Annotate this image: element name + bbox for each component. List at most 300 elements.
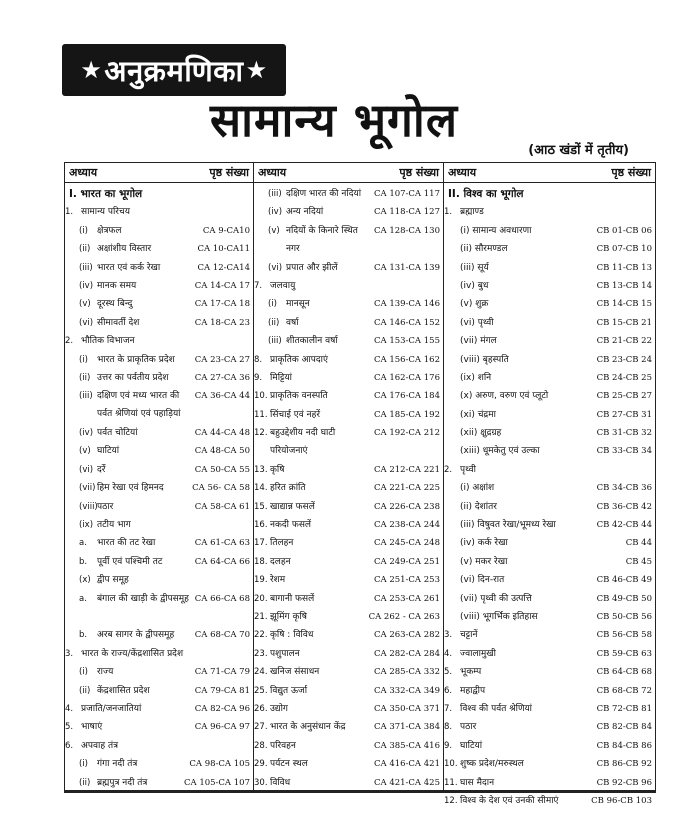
entry-page-range: CA 131-CA 139: [373, 262, 440, 273]
entry-title: द्वीप समूह: [97, 575, 129, 586]
entry-title: बहुउद्देशीय नदी घाटी परियोजनाएं: [270, 428, 336, 457]
index-entry: [444, 737, 655, 755]
entry-page-range: CB 25-CB 27: [596, 391, 652, 402]
index-entry: [65, 682, 253, 700]
section-heading: [444, 185, 655, 203]
entry-page-range: CB 59-CB 63: [596, 648, 652, 659]
entry-page-range: CA 185-CA 192: [373, 409, 440, 420]
entry-number: 9.: [444, 740, 453, 751]
entry-page-range: CA 162-CA 176: [373, 372, 440, 383]
entry-title: भौतिक विभाजन: [81, 336, 135, 347]
entry-number: 16.: [254, 520, 268, 531]
index-entry: [444, 663, 655, 681]
entry-number: (i): [79, 225, 88, 236]
entry-page-range: CA 64-CA 66: [194, 556, 250, 567]
index-entry: [65, 369, 253, 387]
entry-number: 5.: [444, 667, 453, 678]
entry-number: 17.: [254, 538, 268, 549]
index-entry: [444, 314, 655, 332]
star-icon: ★: [245, 56, 268, 84]
entry-page-range: CA 23-CA 27: [194, 354, 250, 365]
entry-title: केंद्रशासित प्रदेश: [97, 685, 150, 696]
entry-page-range: CB 23-CB 24: [596, 354, 652, 365]
entry-number: (iii): [79, 262, 93, 273]
index-entry: [444, 222, 655, 240]
entry-number: 30.: [254, 777, 268, 788]
index-entry: [65, 387, 253, 424]
entry-page-range: CA 12-CA14: [197, 262, 250, 273]
index-entry: [444, 351, 655, 369]
entry-page-range: CA 82-CA 96: [194, 703, 250, 714]
entry-page-range: CA 17-CA 18: [194, 299, 250, 310]
entry-title: (ii) सौरमण्डल: [460, 244, 508, 255]
entry-page-range: CA 36-CA 44: [194, 391, 250, 402]
entry-title: नकदी फसलें: [270, 520, 312, 531]
entry-number: 8.: [444, 722, 453, 733]
entry-page-range: CA 27-CA 36: [194, 372, 250, 383]
index-entry: [444, 608, 655, 626]
entry-number: 6.: [65, 740, 74, 751]
entry-page-range: CA 61-CA 63: [194, 538, 250, 549]
entry-page-range: CB 50-CB 56: [596, 611, 652, 622]
entry-page-range: CA 9-CA10: [202, 225, 250, 236]
entry-page-range: CA 118-CA 127: [373, 207, 440, 218]
page-subtitle: (आठ खंडों में तृतीय): [528, 143, 629, 158]
entry-title: राज्य: [97, 667, 114, 678]
entry-title: तिलहन: [270, 538, 294, 549]
entry-number: (iii): [268, 336, 282, 347]
entry-page-range: CA 350-CA 371: [373, 703, 440, 714]
bottom-rule: [64, 790, 656, 793]
entry-title: विश्व की पर्वत श्रेणियां: [460, 703, 532, 714]
entry-title: हरित क्रांति: [270, 483, 306, 494]
entry-number: 11.: [254, 409, 268, 420]
index-entry: [444, 387, 655, 405]
entry-title: भारत के अनुसंधान केंद्र: [270, 722, 346, 733]
index-entry: [444, 645, 655, 663]
entry-page-range: CA 10-CA11: [197, 244, 250, 255]
entry-title: बंगाल की खाड़ी के द्वीपसमूह: [97, 593, 189, 604]
section-title: I. भारत का भूगोल: [69, 188, 143, 200]
entry-number: 4.: [65, 703, 74, 714]
entry-title: दलहन: [270, 556, 291, 567]
entry-title: सीमावर्ती देश: [97, 317, 140, 328]
entry-page-range: CA 107-CA 117: [373, 189, 440, 199]
entry-title: दूरस्थ बिन्दु: [97, 299, 133, 310]
entry-title: भारत के राज्य/केंद्रशासित प्रदेश: [81, 648, 184, 659]
index-entry: [65, 626, 253, 644]
entry-title: उत्तर का पर्वतीय प्रदेश: [97, 372, 169, 383]
entry-number: (i): [268, 299, 277, 310]
index-entry: [65, 351, 253, 369]
index-entry: [254, 571, 443, 589]
entry-number: 3.: [65, 648, 74, 659]
entry-title: उद्योग: [270, 703, 289, 714]
column-header: [444, 162, 655, 183]
entry-page-range: CB 11-CB 13: [596, 262, 652, 273]
entry-title: रेशम: [270, 575, 286, 586]
index-entry: [444, 498, 655, 516]
entry-page-range: CA 156-CA 162: [373, 354, 440, 365]
entry-title: (xi) चंद्रमा: [460, 409, 496, 420]
entry-page-range: CA 14-CA 17: [194, 280, 250, 291]
index-entry: [444, 700, 655, 718]
entry-title: (v) शुक्र: [460, 299, 489, 310]
index-table: [64, 162, 656, 806]
entry-number: (viii): [79, 501, 98, 512]
index-entry: [254, 534, 443, 552]
header-chapter: अध्याय: [258, 166, 287, 179]
entry-number: a.: [79, 538, 87, 549]
entry-number: 10.: [444, 759, 458, 770]
entry-number: 12.: [444, 795, 458, 806]
index-entry: [444, 259, 655, 277]
entry-number: 4.: [444, 648, 453, 659]
index-entry: [65, 700, 253, 718]
index-entry: [254, 406, 443, 424]
entry-title: ज्वालामुखी: [460, 648, 496, 659]
entry-page-range: CB 07-CB 10: [596, 244, 652, 255]
entry-title: खनिज संसाधन: [270, 667, 320, 678]
entry-page-range: CA 79-CA 81: [194, 685, 250, 696]
index-entry: [444, 369, 655, 387]
entry-title: (ii) देशांतर: [460, 501, 497, 512]
entry-number: 20.: [254, 593, 268, 604]
index-entry: [444, 792, 655, 829]
index-entry: [65, 755, 253, 773]
index-entry: [65, 240, 253, 258]
entry-page-range: CB 42-CB 44: [596, 520, 652, 531]
entry-number: 2.: [65, 336, 74, 347]
entry-page-range: CA 56- CA 58: [192, 483, 250, 494]
section-heading: [65, 185, 253, 203]
entry-number: 13.: [254, 464, 268, 475]
index-entry: [65, 314, 253, 332]
entry-number: (i): [79, 667, 88, 678]
entry-number: 9.: [254, 372, 263, 383]
entry-title: (xii) क्षुद्रग्रह: [460, 428, 502, 439]
header-chapter: अध्याय: [448, 166, 477, 179]
entry-title: अन्य नदियां: [286, 207, 324, 218]
index-entry: [444, 277, 655, 295]
index-entry: [254, 516, 443, 534]
entry-number: 3.: [444, 630, 453, 641]
index-entry: [65, 222, 253, 240]
entry-number: 8.: [254, 354, 263, 365]
entry-title: (viii) भूगर्भिक इतिहास: [460, 611, 538, 622]
entry-page-range: CB 64-CB 68: [596, 667, 652, 678]
column-rows: [65, 183, 253, 792]
entry-page-range: CA 416-CA 421: [373, 759, 440, 770]
entry-title: महाद्वीप: [460, 685, 486, 696]
entry-number: a.: [79, 593, 87, 604]
entry-page-range: CB 21-CB 22: [596, 336, 652, 347]
header-chapter: अध्याय: [69, 166, 98, 179]
index-entry: [254, 700, 443, 718]
entry-page-range: CB 15-CB 21: [596, 317, 652, 328]
section-title: II. विश्व का भूगोल: [448, 188, 524, 200]
entry-title: ब्रह्मपुत्र नदी तंत्र: [97, 777, 148, 788]
entry-number: 21.: [254, 612, 268, 623]
entry-title: मिट्टियां: [270, 372, 292, 383]
entry-number: 1.: [65, 207, 74, 218]
index-entry: [444, 461, 655, 479]
index-entry: [254, 295, 443, 313]
entry-page-range: CA 98-CA 105: [189, 759, 250, 770]
entry-number: (x): [79, 575, 91, 586]
index-entry: [254, 590, 443, 608]
entry-number: (ii): [79, 685, 91, 696]
index-entry: [444, 682, 655, 700]
entry-title: प्राकृतिक आपदाएं: [270, 354, 328, 365]
entry-title: प्रजाति/जनजातियां: [81, 703, 142, 714]
entry-number: (ii): [268, 317, 280, 328]
entry-number: 19.: [254, 575, 268, 586]
entry-number: 18.: [254, 556, 268, 567]
entry-page-range: CA 332-CA 349: [373, 685, 440, 696]
entry-title: (vii) मंगल: [460, 336, 497, 347]
entry-number: (iv): [79, 428, 94, 439]
entry-title: भारत की तट रेखा: [97, 538, 156, 549]
entry-title: (i) अक्षांश: [460, 483, 495, 494]
entry-title: पठार: [97, 501, 114, 512]
entry-page-range: CA 153-CA 155: [373, 336, 440, 347]
index-entry: [444, 203, 655, 221]
index-entry: [444, 718, 655, 736]
entry-title: विविध: [270, 777, 291, 788]
entry-number: 7.: [444, 703, 453, 714]
index-entry: [65, 203, 253, 221]
entry-number: (ii): [79, 244, 91, 255]
column-header: [65, 162, 253, 183]
index-entry: [65, 590, 253, 627]
entry-number: (vii): [79, 483, 96, 494]
entry-title: ब्रह्माण्ड: [460, 207, 484, 218]
entry-number: 22.: [254, 630, 268, 641]
entry-page-range: CA 251-CA 253: [373, 575, 440, 586]
entry-title: बागानी फसलें: [270, 593, 315, 604]
entry-number: 28.: [254, 740, 268, 751]
entry-page-range: CA 238-CA 244: [373, 520, 440, 531]
entry-page-range: CB 31-CB 32: [596, 428, 652, 439]
index-entry: [65, 479, 253, 497]
entry-title: पर्वत चोटियां: [97, 428, 138, 439]
index-entry: [444, 553, 655, 571]
entry-number: (ix): [79, 520, 94, 531]
index-entry: [444, 571, 655, 589]
entry-number: (vi): [79, 317, 94, 328]
entry-page-range: CB 14-CB 15: [596, 299, 652, 310]
index-entry: [254, 663, 443, 681]
entry-page-range: CB 84-CB 86: [596, 740, 652, 751]
index-column-2: [254, 162, 444, 792]
index-entry: [444, 424, 655, 442]
entry-page-range: CB 45: [625, 556, 652, 567]
entry-title: परिवहन: [270, 740, 296, 751]
entry-title: नदियों के किनारे स्थित नगर: [286, 225, 358, 254]
entry-page-range: CA 262 - CA 263: [368, 612, 440, 623]
entry-title: अक्षांशीय विस्तार: [97, 244, 152, 255]
entry-page-range: CA 371-CA 384: [373, 722, 440, 733]
index-entry: [254, 369, 443, 387]
entry-page-range: CB 36-CB 42: [596, 501, 652, 512]
index-entry: [254, 682, 443, 700]
entry-title: अरब सागर के द्वीपसमूह: [97, 630, 175, 641]
index-entry: [65, 498, 253, 516]
index-entry: [444, 479, 655, 497]
entry-page-range: CB 34-CB 36: [596, 483, 652, 494]
entry-number: 15.: [254, 501, 268, 512]
entry-title: प्रपात और झीलें: [286, 262, 338, 273]
entry-title: शुष्क प्रदेश/मरुस्थल: [460, 759, 524, 770]
entry-title: भारत के प्राकृतिक प्रदेश: [97, 354, 175, 365]
index-entry: [254, 332, 443, 350]
index-entry: [254, 314, 443, 332]
page-title: सामान्य भूगोल: [210, 93, 459, 147]
entry-title: विद्युत ऊर्जा: [270, 685, 308, 696]
entry-number: (iv): [79, 280, 94, 291]
entry-title: (iii) विषुवत रेखा/भूमध्य रेखा: [460, 520, 556, 531]
entry-title: गंगा नदी तंत्र: [97, 759, 138, 770]
index-entry: [65, 259, 253, 277]
entry-title: पूर्वी एवं पश्चिमी तट: [97, 556, 163, 567]
index-entry: [444, 332, 655, 350]
entry-page-range: CB 49-CB 50: [596, 593, 652, 604]
entry-number: 12.: [254, 428, 268, 439]
index-column-1: [64, 162, 254, 792]
entry-page-range: CA 245-CA 248: [373, 538, 440, 549]
entry-number: (iv): [268, 207, 283, 218]
entry-number: (i): [79, 759, 88, 770]
entry-page-range: CB 13-CB 14: [596, 280, 652, 291]
entry-title: (vi) दिन-रात: [460, 575, 505, 586]
entry-number: (vi): [79, 464, 94, 475]
entry-page-range: CA 285-CA 332: [373, 667, 440, 678]
entry-page-range: CA 212-CA 221: [373, 464, 440, 475]
index-column-3: [444, 162, 656, 806]
entry-page-range: CB 46-CB 49: [596, 575, 652, 586]
entry-number: 25.: [254, 685, 268, 696]
entry-page-range: CA 68-CA 70: [194, 630, 250, 641]
index-entry: [254, 424, 443, 461]
entry-page-range: CA 176-CA 184: [373, 391, 440, 402]
entry-title: (iv) कर्क रेखा: [460, 538, 508, 549]
entry-title: जलवायु: [270, 280, 296, 291]
entry-title: पर्यटन स्थल: [270, 759, 308, 770]
entry-page-range: CA 226-CA 238: [373, 501, 440, 512]
index-entry: [254, 259, 443, 277]
index-entry: [65, 332, 253, 350]
index-entry: [254, 626, 443, 644]
entry-title: घास मैदान: [460, 777, 495, 788]
entry-page-range: CA 128-CA 130: [373, 225, 440, 236]
entry-number: 24.: [254, 667, 268, 678]
entry-page-range: CB 24-CB 25: [596, 372, 652, 383]
entry-title: अपवाह तंत्र: [81, 740, 119, 751]
entry-page-range: CA 18-CA 23: [194, 317, 250, 328]
entry-title: तटीय भाग: [97, 520, 131, 531]
entry-title: (x) अरुण, वरुण एवं प्लूटो: [460, 391, 549, 402]
entry-title: (ix) शनि: [460, 372, 492, 383]
entry-title: सिंचाई एवं नहरें: [270, 409, 321, 420]
index-entry: [444, 755, 655, 773]
index-entry: [65, 277, 253, 295]
entry-title: हिम रेखा एवं हिमनद: [97, 483, 164, 494]
entry-page-range: CB 82-CB 84: [596, 722, 652, 733]
entry-page-range: CA 221-CA 225: [373, 483, 440, 494]
entry-title: भाषाएं: [81, 722, 103, 733]
entry-title: विश्व के देश एवं उनकी सीमाएं: [460, 795, 559, 806]
entry-title: (vii) पृथ्वी की उत्पत्ति: [460, 593, 532, 604]
index-entry: [444, 295, 655, 313]
entry-page-range: CB 27-CB 31: [596, 409, 652, 420]
entry-page-range: CB 68-CB 72: [596, 685, 652, 696]
entry-number: (ii): [79, 372, 91, 383]
index-entry: [254, 553, 443, 571]
entry-page-range: CA 96-CA 97: [194, 722, 250, 733]
entry-page-range: CA 44-CA 48: [194, 428, 250, 439]
entry-title: मानक समय: [97, 280, 137, 291]
entry-title: दक्षिण भारत की नदियां: [286, 189, 362, 199]
column-rows: [444, 183, 655, 829]
index-entry: [254, 203, 443, 221]
entry-title: पृथ्वी: [460, 464, 476, 475]
entry-page-range: CB 96-CB 103: [591, 795, 652, 806]
entry-title: कृषि: [270, 464, 285, 475]
entry-title: प्राकृतिक वनस्पति: [270, 391, 328, 402]
entry-number: b.: [79, 630, 88, 641]
index-entry: [254, 755, 443, 773]
entry-page-range: CA 263-CA 282: [373, 630, 440, 641]
entry-title: घाटियां: [97, 446, 120, 457]
index-entry: [254, 608, 443, 626]
entry-page-range: CB 44: [625, 538, 652, 549]
entry-title: भारत एवं कर्क रेखा: [97, 262, 161, 273]
entry-page-range: CA 282-CA 284: [373, 648, 440, 659]
index-entry: [254, 498, 443, 516]
index-entry: [65, 645, 253, 663]
entry-title: दर्रे: [97, 464, 106, 475]
index-entry: [444, 626, 655, 644]
header-page: पृष्ठ संख्या: [209, 166, 249, 179]
entry-page-range: CB 01-CB 06: [596, 225, 652, 236]
entry-title: (iv) बुध: [460, 280, 489, 291]
entry-page-range: CA 66-CA 68: [194, 593, 250, 604]
entry-number: (vi): [268, 262, 283, 273]
entry-title: (v) मकर रेखा: [460, 556, 508, 567]
entry-title: घाटियां: [460, 740, 483, 751]
index-entry: [444, 534, 655, 552]
entry-number: (ii): [79, 777, 91, 788]
column-header: [254, 162, 443, 183]
entry-page-range: CB 56-CB 58: [596, 630, 652, 641]
index-entry: [65, 737, 253, 755]
index-entry: [65, 663, 253, 681]
entry-number: 7.: [254, 280, 263, 291]
entry-page-range: CA 48-CA 50: [194, 446, 250, 457]
entry-number: (iii): [268, 189, 282, 199]
entry-title: वर्षा: [286, 317, 299, 328]
entry-number: 29.: [254, 759, 268, 770]
index-entry: [65, 295, 253, 313]
index-entry: [254, 737, 443, 755]
index-entry: [444, 516, 655, 534]
index-entry: [444, 442, 655, 460]
index-entry: [65, 553, 253, 571]
index-entry: [65, 718, 253, 736]
entry-title: (i) सामान्य अवधारणा: [460, 225, 532, 236]
entry-page-range: CA 253-CA 261: [373, 593, 440, 604]
